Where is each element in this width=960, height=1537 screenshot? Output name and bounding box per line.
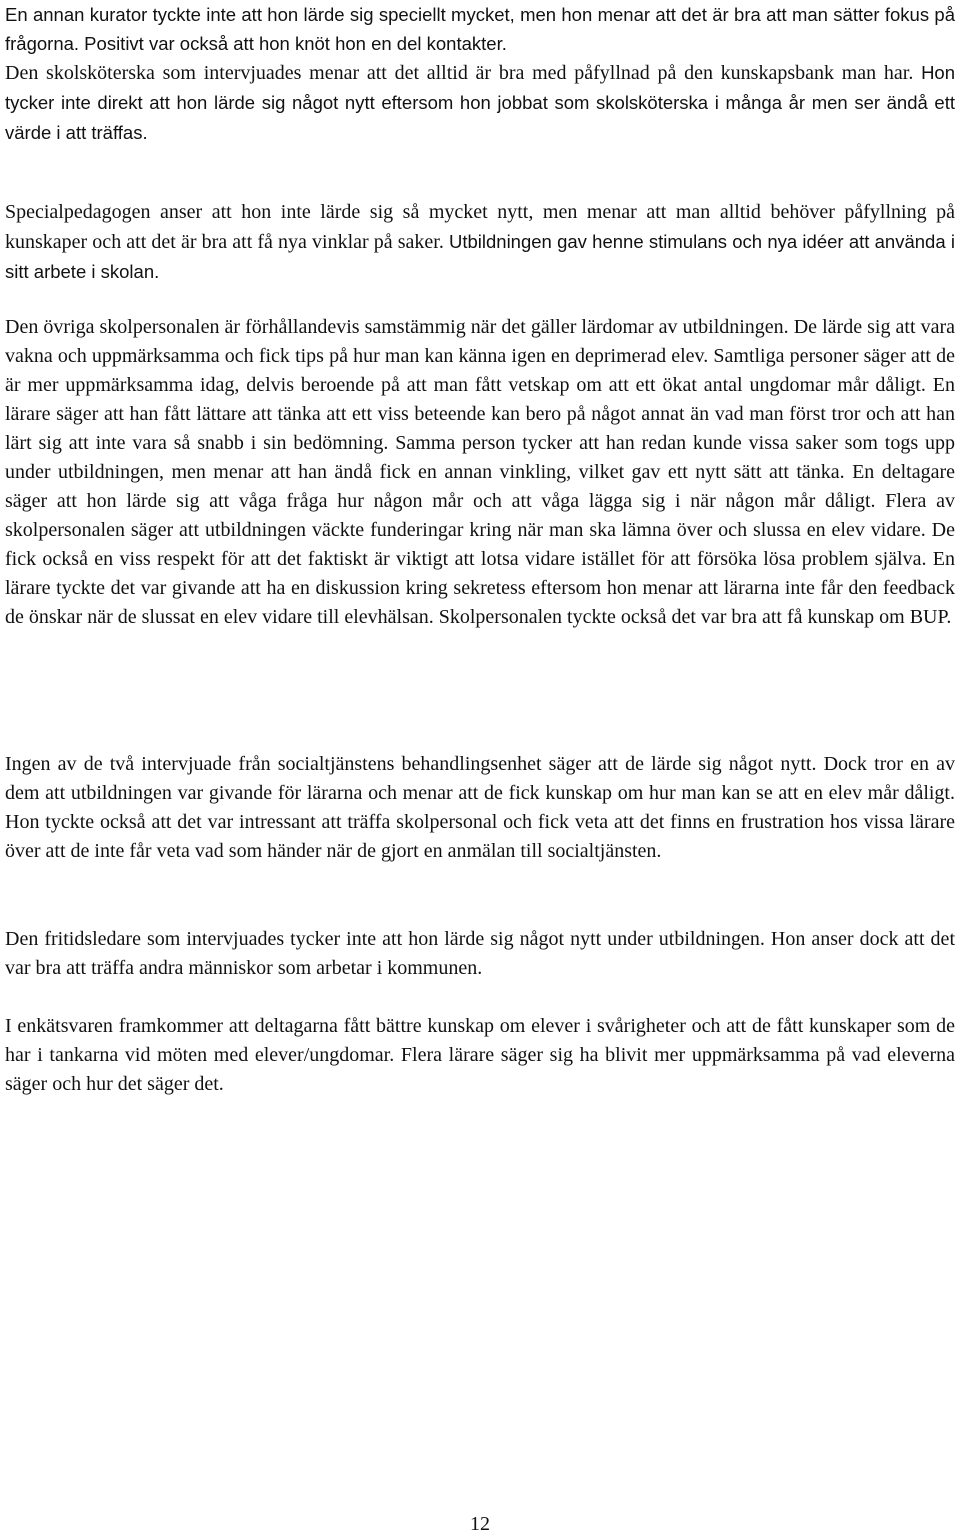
paragraph-7-text: I enkätsvaren framkommer att deltagarna fått bättre kunskap om elever i svårigheter och att de fått kunskaper som de har i tankarna vid möten med elever/ungdomar. Flera lärare säger sig ha blivit mer uppmärksamma på vad eleverna säger och hur det säger det.: [5, 1015, 955, 1095]
paragraph-1-text: En annan kurator tyckte inte att hon lärde sig speciellt mycket, men hon menar att det är bra att man sätter fokus på frågorna. Positivt var också att hon knöt hon en del kontakter.: [5, 4, 955, 54]
paragraph-6: [5, 925, 955, 983]
paragraph-1: [5, 0, 955, 58]
paragraph-4: [5, 313, 955, 632]
paragraph-6-text: Den fritidsledare som intervjuades tycker inte att hon lärde sig något nytt under utbildningen. Hon anser dock att det var bra att träffa andra människor som arbetar i kommunen.: [5, 928, 955, 979]
paragraph-2: [5, 58, 955, 148]
page-number: 12: [470, 1513, 490, 1535]
paragraph-5-text: Ingen av de två intervjuade från socialtjänstens behandlingsenhet säger att de lärde sig något nytt. Dock tror en av dem att utbildningen var givande för lärarna och menar att de fick kunskap om hur man kan se att en elev mår dåligt. Hon tyckte också att det var intressant att träffa skolpersonal och fick veta att det finns en frustration hos vissa lärare över att de inte får veta vad som händer när de gjort en anmälan till socialtjänsten.: [5, 753, 955, 862]
paragraph-3-text-sans: Utbildningen gav henne stimulans och nya idéer att använda i sitt arbete i skolan.: [5, 231, 955, 282]
paragraph-4-text: Den övriga skolpersonalen är förhållandevis samstämmig när det gäller lärdomar av utbildningen. De lärde sig att vara vakna och uppmärksamma och fick tips på hur man kan känna igen en deprimerad elev. Samtliga personer säger att de är mer uppmärksamma idag, delvis beroende på att man fått vetskap om att ett ökat antal ungdomar mår dåligt. En lärare säger att han fått lättare att tänka att ett viss beteende kan bero på något annat än vad man först tror och att han lärt sig att inte vara så snabb i sin bedömning. Samma person tycker att han redan kunde vissa saker som togs upp under utbildningen, men menar att han ändå fick en annan vinkling, vilket gav ett nytt sätt att tänka. En deltagare säger att hon lärde sig att våga fråga hur någon mår och att våga lägga sig i när någon mår dåligt. Flera av skolpersonalen säger att utbildningen väckte funderingar kring när man ska lämna över och slussa en elev vidare. De fick också en viss respekt för att det faktiskt är viktigt att lotsa vidare istället för att försöka lösa problem själva. En lärare tyckte det var givande att ha en diskussion kring sekretess eftersom hon menar att lärarna inte får den feedback de önskar när de slussat en elev vidare till elevhälsan. Skolpersonalen tyckte också det var bra att få kunskap om BUP.: [5, 316, 955, 628]
paragraph-7: [5, 1012, 955, 1099]
paragraph-2-text-sans: Hon tycker inte direkt att hon lärde sig något nytt eftersom hon jobbat som skolsköterska i många år men ser ändå ett värde i att träffas.: [5, 62, 956, 143]
paragraph-3: [5, 198, 955, 287]
paragraph-3-text-serif: Specialpedagogen anser att hon inte lärde sig så mycket nytt, men menar att man alltid behöver påfyllning på kunskaper och att det är bra att få nya vinklar på saker.: [5, 201, 955, 253]
paragraph-5: [5, 750, 955, 866]
paragraph-2-text-serif: Den skolsköterska som intervjuades menar att det alltid är bra med påfyllnad på den kunskapsbank man har.: [5, 62, 914, 84]
